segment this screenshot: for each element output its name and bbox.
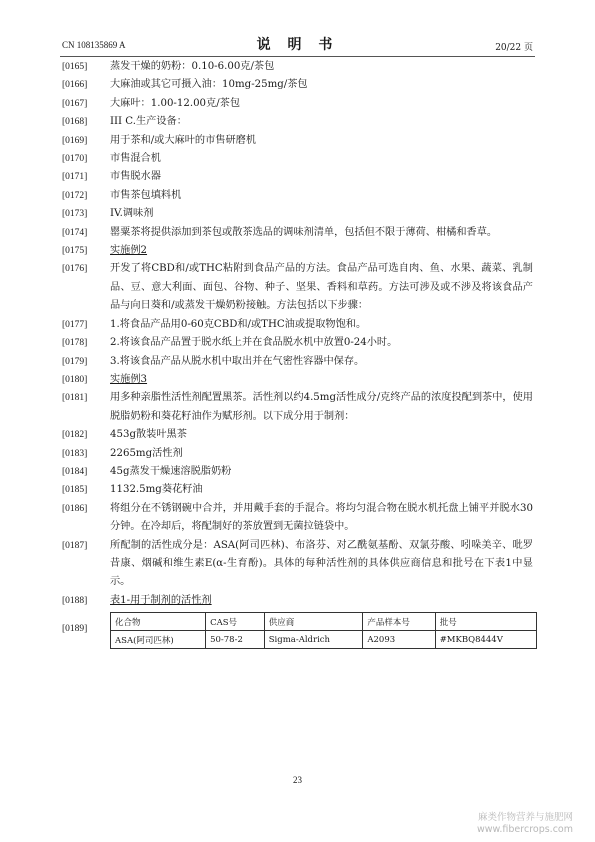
- paragraph: [62, 334, 533, 352]
- paragraph-number: [0166]: [62, 80, 88, 91]
- paragraph-number: [0179]: [62, 356, 88, 367]
- paragraph: [62, 242, 533, 260]
- paragraph-text: 用于茶和/或大麻叶的市售研磨机: [110, 134, 257, 146]
- paragraph: [62, 205, 533, 223]
- watermark: [477, 812, 573, 836]
- paragraph-number: [0168]: [62, 117, 88, 128]
- paragraph-text: 市售茶包填料机: [110, 189, 182, 201]
- active-agents-table: [110, 612, 537, 649]
- column-header: 批号: [435, 613, 536, 631]
- paragraph-number: [0174]: [62, 227, 88, 238]
- paragraph: [62, 150, 533, 168]
- paragraph-text: 2.将该食品产品置于脱水纸上并在食品脱水机中放置0-24小时。: [110, 337, 398, 349]
- paragraph-text: 大麻叶：1.00-12.00克/茶包: [110, 97, 241, 109]
- paragraph-text: 45g蒸发干燥速溶脱脂奶粉: [110, 465, 232, 477]
- paragraph-number: [0169]: [62, 135, 88, 146]
- paragraph-text: 蒸发干燥的奶粉：0.10-6.00克/茶包: [110, 61, 275, 72]
- paragraph: [62, 592, 533, 610]
- paragraph-text: 市售脱水器: [110, 171, 161, 183]
- paragraph-text: 2265mg活性剂: [110, 447, 183, 459]
- paragraph-number: [0182]: [62, 430, 88, 441]
- paragraph-number: [0189]: [62, 624, 88, 635]
- table-header-row: [111, 613, 537, 631]
- paragraph-number: [0176]: [62, 264, 88, 275]
- page-number: 23: [293, 775, 302, 785]
- paragraph: [62, 371, 533, 389]
- paragraph-number: [0187]: [62, 540, 88, 551]
- paragraph-number: [0172]: [62, 190, 88, 201]
- header-rule: [60, 56, 535, 57]
- paragraph: [62, 224, 533, 242]
- paragraph-number: [0175]: [62, 246, 88, 257]
- paragraph-text: III C.生产设备：: [110, 116, 187, 128]
- paragraph-number: [0181]: [62, 393, 88, 404]
- paragraph-number: [0180]: [62, 374, 88, 385]
- paragraph: [62, 426, 533, 444]
- table-row: [111, 631, 537, 649]
- paragraph-text: 1.将食品产品用0-60克CBD和/或THC油或提取物饱和。: [110, 318, 367, 330]
- paragraph-text: 市售混合机: [110, 153, 161, 165]
- paragraph: [62, 76, 533, 94]
- example-heading: 实施例2: [110, 245, 148, 257]
- example-heading: 实施例3: [110, 373, 148, 385]
- paragraph-text: 将组分在不锈钢碗中合并，并用戴手套的手混合。将均匀混合物在脱水机托盘上铺平并脱水30分钟。在冷却后，将配制好的茶放置到无菌拉链袋中。: [110, 502, 533, 533]
- paragraph-number: [0184]: [62, 466, 88, 477]
- page-indicator: 20/22 页: [495, 43, 533, 53]
- table-cell: Sigma-Aldrich: [264, 631, 363, 649]
- paragraph-number: [0177]: [62, 319, 88, 330]
- paragraph-text: 3.将该食品产品从脱水机中取出并在气密性容器中保存。: [110, 355, 365, 367]
- column-header: 化合物: [111, 613, 206, 631]
- paragraph: [62, 95, 533, 113]
- paragraph: [62, 168, 533, 186]
- paragraph-text: 开发了将CBD和/或THC粘附到食品产品的方法。食品产品可选自肉、鱼、水果、蔬菜、乳制品、豆、意大利面、面包、谷物、种子、坚果、香料和草药。方法可涉及或不涉及将该食品产品与向日葵和/或蒸发干燥奶粉接触。方法包括以下步骤：: [110, 263, 533, 312]
- paragraph: [62, 500, 533, 537]
- watermark-url: www.fibercrops.com: [476, 824, 573, 835]
- column-header: CAS号: [206, 613, 265, 631]
- publication-number: CN 108135869 A: [62, 40, 126, 50]
- paragraph-text: 453g散装叶黑茶: [110, 429, 187, 441]
- paragraph-text: 1132.5mg葵花籽油: [110, 484, 203, 496]
- column-header: 产品样本号: [363, 613, 435, 631]
- paragraph-number: [0167]: [62, 98, 88, 109]
- paragraph-text: 大麻油或其它可摄入油：10mg-25mg/茶包: [110, 79, 308, 91]
- paragraph-number: [0173]: [62, 209, 88, 220]
- paragraph-number: [0170]: [62, 154, 88, 165]
- paragraph: [62, 132, 533, 150]
- paragraph-number: [0188]: [62, 595, 88, 606]
- table-cell: A2093: [363, 631, 435, 649]
- column-header: 供应商: [264, 613, 363, 631]
- paragraph: [62, 481, 533, 499]
- paragraph: [62, 537, 533, 592]
- paragraph: [62, 58, 533, 76]
- paragraph-text: 所配制的活性成分是：ASA(阿司匹林)、布洛芬、对乙酰氨基酚、双氯芬酸、吲哚美辛、吡罗昔康、烟碱和维生素E(α-生育酚)。具体的每种活性剂的具体供应商信息和批号在下表1中显示。: [110, 539, 533, 588]
- paragraph-text: IV.调味剂: [110, 208, 154, 220]
- paragraph: [62, 445, 533, 463]
- paragraph-number: [0186]: [62, 503, 88, 514]
- paragraph: [62, 113, 533, 131]
- table-cell: ASA(阿司匹林): [111, 631, 206, 649]
- paragraph-number: [0185]: [62, 485, 88, 496]
- table-cell: 50-78-2: [206, 631, 265, 649]
- paragraph-number: [0178]: [62, 338, 88, 349]
- paragraph-number: [0183]: [62, 448, 88, 459]
- paragraph-text: 罂粟茶将提供添加到茶包或散茶选品的调味剂清单，包括但不限于薄荷、柑橘和香草。: [110, 226, 498, 238]
- paragraph: [62, 187, 533, 205]
- watermark-title: 麻类作物营养与施肥网: [477, 812, 573, 823]
- paragraph: [62, 316, 533, 334]
- document-title: 说 明 书: [256, 37, 339, 53]
- paragraph-number: [0171]: [62, 172, 88, 183]
- paragraph-number: [0165]: [62, 62, 88, 72]
- paragraph-text: 用多种亲脂性活性剂配置黑茶。活性剂以约4.5mg活性成分/克终产品的浓度投配到茶中，使用脱脂奶粉和葵花籽油作为赋形剂。以下成分用于制剂：: [110, 392, 533, 422]
- paragraph: [62, 353, 533, 371]
- table-paragraph: [62, 610, 533, 656]
- table-cell: #MKBQ8444V: [435, 631, 536, 649]
- paragraph: [62, 260, 533, 315]
- page-header: [62, 34, 533, 52]
- paragraph: [62, 463, 533, 481]
- table-caption: 表1-用于制剂的活性剂: [110, 594, 212, 606]
- paragraph: [62, 389, 533, 426]
- body-paragraphs: [62, 58, 533, 656]
